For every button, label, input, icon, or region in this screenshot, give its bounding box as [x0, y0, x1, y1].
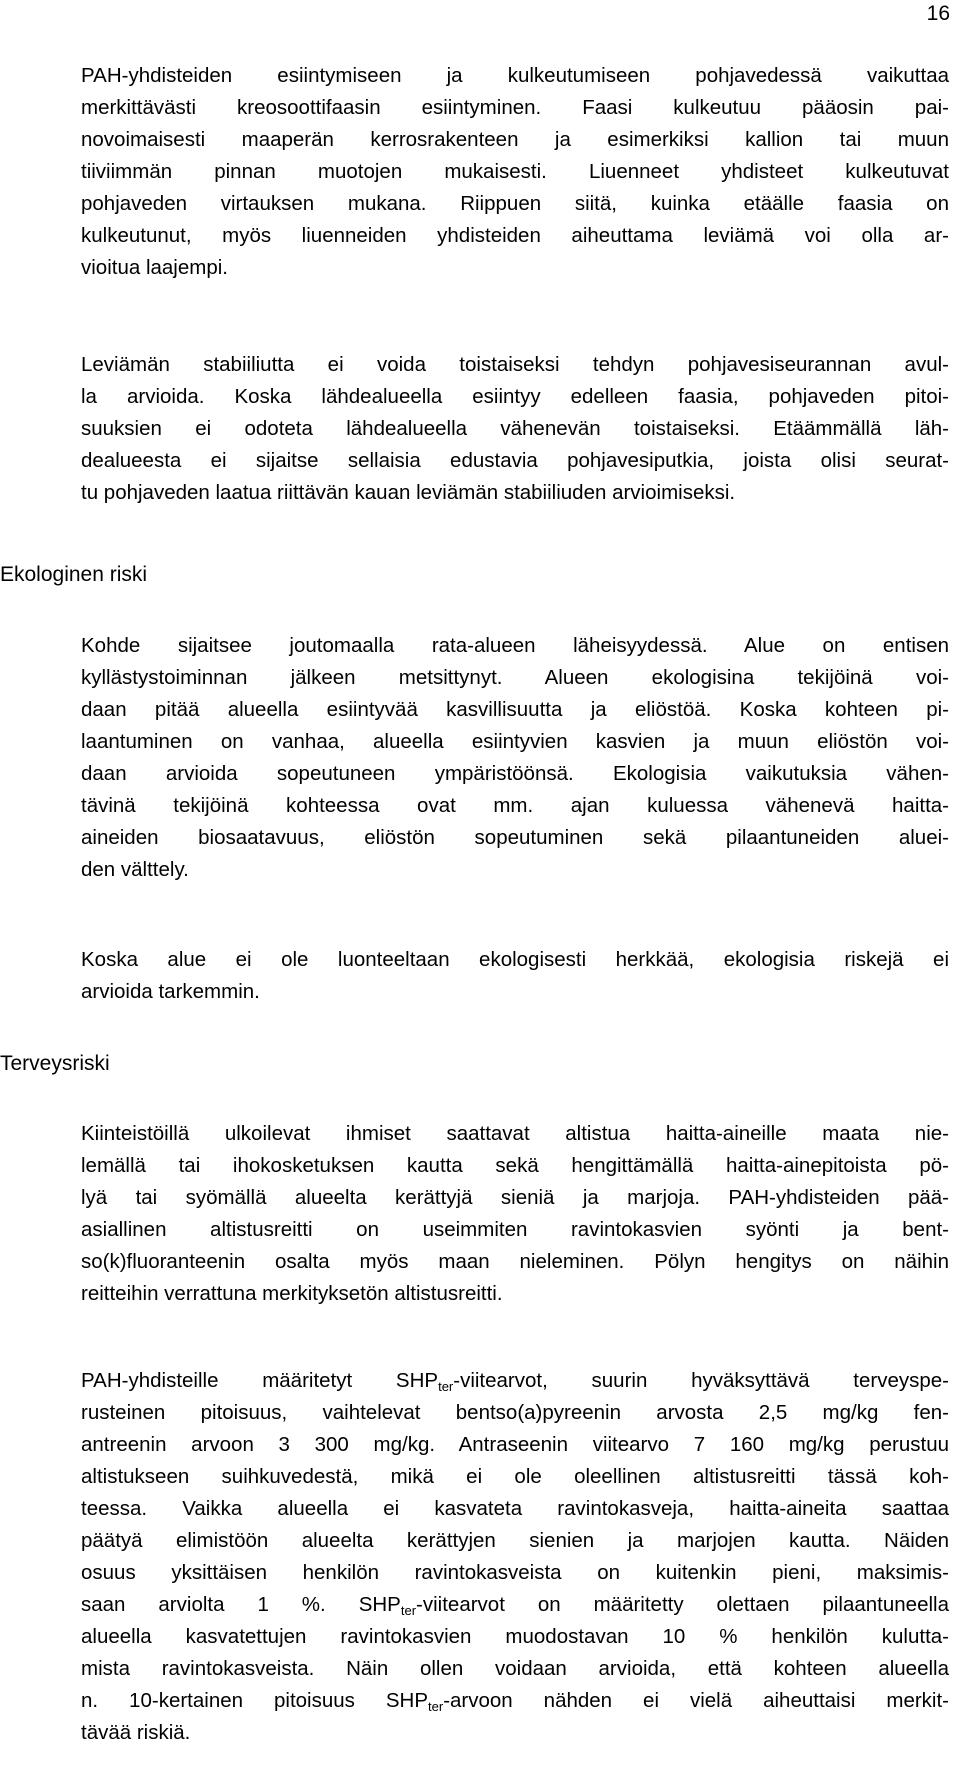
text-line	[81, 1685, 949, 1717]
text-line: lemällä tai ihokosketuksen kautta sekä hengittämällä haitta-ainepitoista pö-	[81, 1154, 949, 1177]
text-line: pohjaveden virtauksen mukana. Riippuen siitä, kuinka etäälle faasia on	[81, 192, 949, 215]
text-line: tävää riskiä.	[81, 1721, 191, 1744]
text-line: mista ravintokasveista. Näin ollen voidaan arvioida, että kohteen alueella	[81, 1657, 949, 1680]
text-line: PAH-yhdisteiden esiintymiseen ja kulkeutumiseen pohjavedessä vaikuttaa	[81, 64, 949, 87]
ecological-paragraph-2	[81, 944, 949, 1008]
text-line: aineiden biosaatavuus, eliöstön sopeutuminen sekä pilaantuneiden aluei-	[81, 826, 949, 849]
text-line: tiiviimmän pinnan muotojen mukaisesti. Liuenneet yhdisteet kulkeutuvat	[81, 160, 949, 183]
text-line: kyllästystoiminnan jälkeen metsittynyt. Alueen ekologisina tekijöinä voi-	[81, 666, 949, 689]
text-line: lyä tai syömällä alueelta kerättyjä sieniä ja marjoja. PAH-yhdisteiden pää-	[81, 1186, 949, 1209]
shp-subscript: ter	[400, 1603, 417, 1618]
text-line: alueella kasvatettujen ravintokasvien muodostavan 10 % henkilön kulutta-	[81, 1625, 949, 1648]
health-paragraph-2	[81, 1365, 949, 1749]
text-line: Leviämän stabiiliutta ei voida toistaiseksi tehdyn pohjavesiseurannan avul-	[81, 353, 949, 376]
shp-term: SHP	[395, 1369, 439, 1392]
text-line: daan pitää alueella esiintyvää kasvillisuutta ja eliöstöä. Koska kohteen pi-	[81, 698, 949, 721]
text-fragment: -viitearvot on määritetty olettaen pilaantuneella	[416, 1593, 949, 1616]
section-heading-health: Terveysriski	[0, 1052, 110, 1075]
text-line: daan arvioida sopeutuneen ympäristöönsä. Ekologisia vaikutuksia vähen-	[81, 762, 949, 785]
section-heading-ecological: Ekologinen riski	[0, 563, 148, 586]
text-line	[81, 1589, 949, 1621]
text-line: dealueesta ei sijaitse sellaisia edustavia pohjavesiputkia, joista olisi seurat-	[81, 449, 949, 472]
text-line: vioitua laajempi.	[81, 256, 228, 279]
text-fragment: saan arviolta 1 %.	[81, 1593, 359, 1616]
text-fragment: n. 10-kertainen pitoisuus	[81, 1689, 386, 1712]
text-line: la arvioida. Koska lähdealueella esiintyy edelleen faasia, pohjaveden pitoi-	[81, 385, 949, 408]
shp-term: SHP	[385, 1689, 429, 1712]
text-line: arvioida tarkemmin.	[81, 980, 260, 1003]
text-line: novoimaisesti maaperän kerrosrakenteen ja esimerkiksi kallion tai muun	[81, 128, 949, 151]
text-fragment: -viitearvot, suurin hyväksyttävä terveyspe-	[453, 1369, 949, 1392]
ecological-paragraph-1	[81, 630, 949, 886]
text-line: so(k)fluoranteenin osalta myös maan nieleminen. Pölyn hengitys on näihin	[81, 1250, 949, 1273]
text-line: teessa. Vaikka alueella ei kasvateta ravintokasveja, haitta-aineita saattaa	[81, 1497, 949, 1520]
text-fragment: PAH-yhdisteille määritetyt	[81, 1369, 396, 1392]
shp-subscript: ter	[438, 1379, 454, 1394]
text-line: reitteihin verrattuna merkityksetön altistusreitti.	[81, 1282, 503, 1305]
shp-term: SHP	[358, 1593, 401, 1616]
text-line: asiallinen altistusreitti on useimmiten ravintokasvien syönti ja bent-	[81, 1218, 949, 1241]
shp-subscript: ter	[428, 1699, 444, 1714]
text-line: Koska alue ei ole luonteeltaan ekologisesti herkkää, ekologisia riskejä ei	[81, 948, 949, 971]
text-line	[81, 1365, 949, 1397]
text-line: rusteinen pitoisuus, vaihtelevat bentso(a)pyreenin arvosta 2,5 mg/kg fen-	[81, 1401, 949, 1424]
text-line: merkittävästi kreosoottifaasin esiintyminen. Faasi kulkeutuu pääosin pai-	[81, 96, 949, 119]
page-number: 16	[926, 2, 950, 25]
health-paragraph-1	[81, 1118, 949, 1310]
intro-paragraph-1	[81, 60, 949, 284]
text-line: tävinä tekijöinä kohteessa ovat mm. ajan kuluessa vähenevä haitta-	[81, 794, 949, 817]
text-line: kulkeutunut, myös liuenneiden yhdisteiden aiheuttama leviämä voi olla ar-	[81, 224, 949, 247]
text-line: tu pohjaveden laatua riittävän kauan leviämän stabiiliuden arvioimiseksi.	[81, 481, 736, 504]
text-line: laantuminen on vanhaa, alueella esiintyvien kasvien ja muun eliöstön voi-	[81, 730, 949, 753]
text-line: Kohde sijaitsee joutomaalla rata-alueen läheisyydessä. Alue on entisen	[81, 634, 949, 657]
text-line: den välttely.	[81, 858, 189, 881]
text-line: suuksien ei odoteta lähdealueella vähenevän toistaiseksi. Etäämmällä läh-	[81, 417, 949, 440]
text-line: altistukseen suihkuvedestä, mikä ei ole oleellinen altistusreitti tässä koh-	[81, 1465, 949, 1488]
text-line: antreenin arvoon 3 300 mg/kg. Antraseenin viitearvo 7 160 mg/kg perustuu	[81, 1433, 949, 1456]
text-line: Kiinteistöillä ulkoilevat ihmiset saattavat altistua haitta-aineille maata nie-	[81, 1122, 949, 1145]
text-fragment: -arvoon nähden ei vielä aiheuttaisi merkit-	[443, 1689, 950, 1712]
text-line: päätyä elimistöön alueelta kerättyjen sienien ja marjojen kautta. Näiden	[81, 1529, 949, 1552]
intro-paragraph-2	[81, 349, 949, 509]
text-line: osuus yksittäisen henkilön ravintokasveista on kuitenkin pieni, maksimis-	[81, 1561, 949, 1584]
